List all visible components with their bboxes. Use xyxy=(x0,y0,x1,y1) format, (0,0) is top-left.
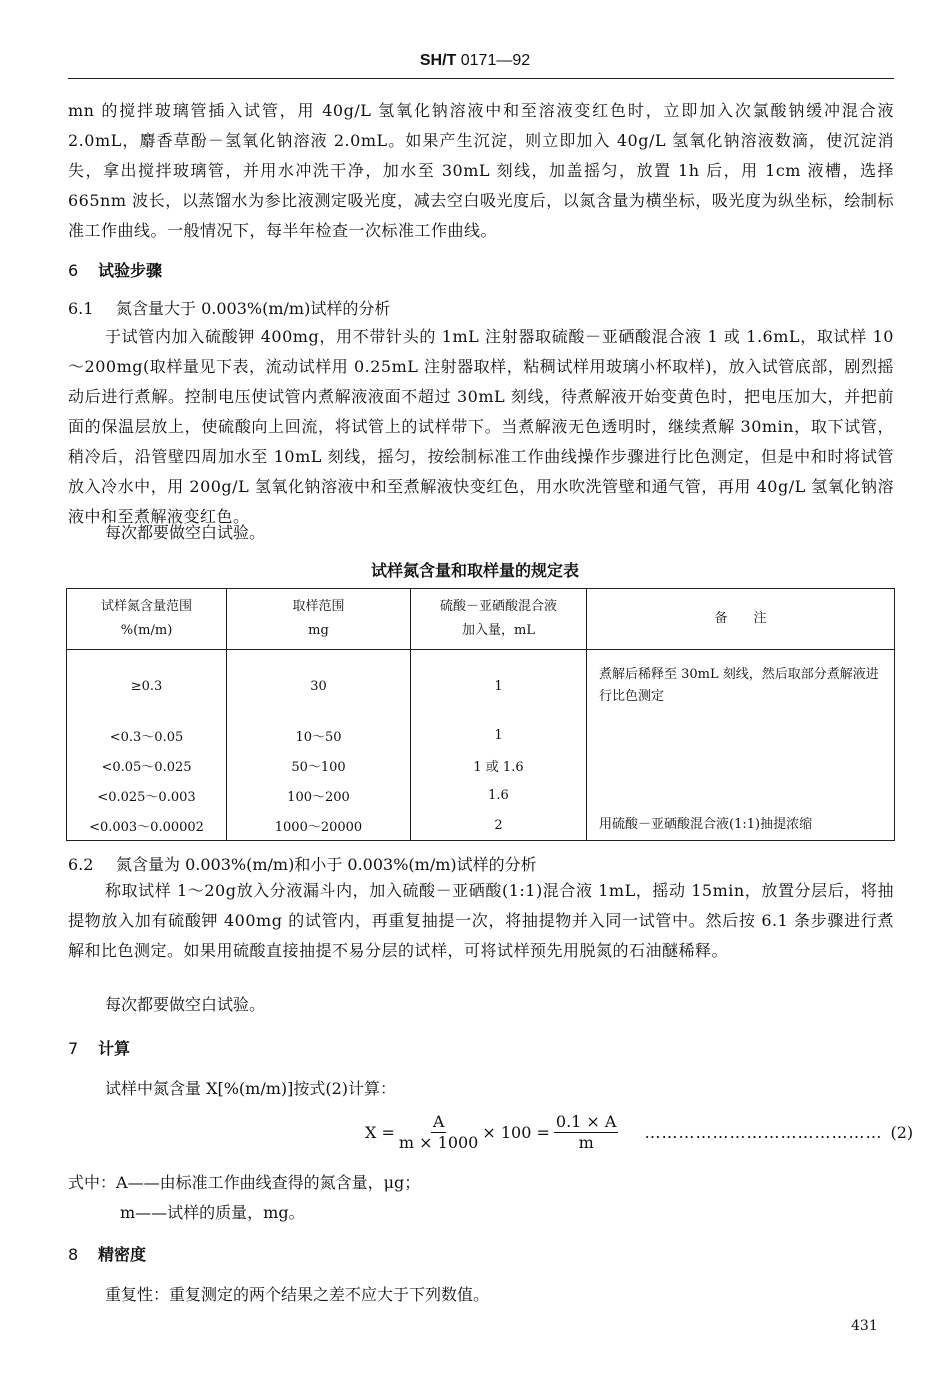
page-header xyxy=(0,52,950,70)
header-cell-remarks: 备 注 xyxy=(587,589,895,650)
table-cell xyxy=(587,720,895,750)
table-cell: 煮解后稀释至 30mL 刻线，然后取部分煮解液进行比色测定 xyxy=(587,650,895,721)
fraction-numerator: A xyxy=(432,1112,445,1131)
section-7-heading xyxy=(68,1036,130,1059)
table-row xyxy=(67,780,895,810)
table-title: 试样氮含量和取样量的规定表 xyxy=(370,561,579,580)
variable-a-definition: A——由标准工作曲线查得的氮含量，μg； xyxy=(116,1173,421,1192)
table-cell: <0.003～0.00002 xyxy=(67,810,227,841)
formula-fraction xyxy=(554,1112,619,1153)
where-label: 式中： xyxy=(68,1173,117,1192)
table-cell: <0.3～0.05 xyxy=(67,720,227,750)
fraction-denominator: m × 1000 xyxy=(398,1133,479,1152)
section-title: 精密度 xyxy=(98,1245,147,1264)
section-title: 计算 xyxy=(98,1039,131,1058)
sampling-table xyxy=(66,588,895,841)
header-cell-acid: 硫酸－亚硒酸混合液 加入量，mL xyxy=(411,589,587,650)
standard-prefix: SH/T xyxy=(419,52,457,69)
standard-number: 0171—92 xyxy=(460,52,531,69)
table-cell: 用硫酸－亚硒酸混合液(1:1)抽提浓缩 xyxy=(587,810,895,841)
variable-m-definition: m——试样的质量，mg。 xyxy=(120,1203,305,1222)
table-cell: 1 xyxy=(411,720,587,750)
table-cell: 30 xyxy=(227,650,411,721)
section-6-heading xyxy=(68,258,162,281)
formula-lhs: X = xyxy=(365,1123,395,1142)
formula-middle: × 100 = xyxy=(482,1123,550,1142)
leader-dots: …………………………………… xyxy=(644,1123,883,1142)
section-number: 8 xyxy=(68,1245,79,1264)
section-number: 6.1 xyxy=(68,299,94,318)
table-cell: 50～100 xyxy=(227,750,411,780)
section-6-1-heading xyxy=(68,296,390,319)
formula-fraction xyxy=(399,1112,478,1153)
header-cell-sample: 取样范围 mg xyxy=(227,589,411,650)
fraction-denominator: m xyxy=(578,1133,594,1152)
page-number: 431 xyxy=(851,1318,878,1334)
section-6-1-paragraph: 于试管内加入硫酸钾 400mg，用不带针头的 1mL 注射器取硫酸－亚硒酸混合液 1 或 1.6mL，取试样 10～200mg(取样量见下表，流动试样用 0.25mL 注射器取样，粘稠试样用玻璃小杯取样)，放入试管底部，剧烈摇动后进行煮解。控制电压使试管内煮解液液面不超过 30mL 刻线，待煮解液开始变黄色时，把电压加大，并把前面的保温层放上，使硫酸向上回流，将试管上的试样带下。当煮解液无色透明时，继续煮解 30min，取下试管，稍冷后，沿管壁四周加水至 10mL 刻线，摇匀，按绘制标准工作曲线操作步骤进行比色测定，但是中和时将试管放入冷水中，用 200g/L 氢氧化钠溶液中和至煮解液快变红色，用水吹洗管壁和通气管，再用 40g/L 氢氧化钠溶液中和至煮解液变红色。 xyxy=(68,327,894,526)
table-row xyxy=(67,750,895,780)
table-cell: 100～200 xyxy=(227,780,411,810)
table-cell: 1000～20000 xyxy=(227,810,411,841)
formula-2 xyxy=(365,1112,913,1153)
equation-number: (2) xyxy=(890,1123,914,1142)
table-cell xyxy=(587,780,895,810)
section-8-heading xyxy=(68,1242,146,1265)
table-cell: 10～50 xyxy=(227,720,411,750)
table-cell: 2 xyxy=(411,810,587,841)
where-clause xyxy=(68,1170,420,1193)
table-row xyxy=(67,650,895,721)
section-6-2-heading xyxy=(68,852,537,875)
header-rule xyxy=(68,78,894,79)
table-cell: <0.05～0.025 xyxy=(67,750,227,780)
header-cell-range: 试样氮含量范围 %(m/m) xyxy=(67,589,227,650)
section-title: 试验步骤 xyxy=(98,261,163,280)
blank-test-note: 每次都要做空白试验。 xyxy=(105,523,266,542)
table-cell: 1.6 xyxy=(411,780,587,810)
section-number: 6.2 xyxy=(68,855,94,874)
table-header-row xyxy=(67,589,895,650)
table-cell: ≥0.3 xyxy=(67,650,227,721)
table-cell xyxy=(587,750,895,780)
blank-test-note: 每次都要做空白试验。 xyxy=(105,995,266,1014)
section-title: 氮含量大于 0.003%(m/m)试样的分析 xyxy=(116,299,391,318)
table-row xyxy=(67,720,895,750)
calculation-intro: 试样中氮含量 X[%(m/m)]按式(2)计算： xyxy=(105,1079,397,1098)
section-number: 6 xyxy=(68,261,79,280)
section-8-paragraph: 重复性：重复测定的两个结果之差不应大于下列数值。 xyxy=(105,1285,490,1304)
intro-paragraph: mn 的搅拌玻璃管插入试管，用 40g/L 氢氧化钠溶液中和至溶液变红色时，立即加入次氯酸钠缓冲混合液 2.0mL，麝香草酚－氢氧化钠溶液 2.0mL。如果产生沉淀，则立即加入 40g/L 氢氧化钠溶液数滴，使沉淀消失，拿出搅拌玻璃管，并用水冲洗干净，加水至 30mL 刻线，加盖摇匀，放置 1h 后，用 1cm 液槽，选择 665nm 波长，以蒸馏水为参比液测定吸光度，减去空白吸光度后，以氮含量为横坐标，吸光度为纵坐标，绘制标准工作曲线。一般情况下，每半年检查一次标准工作曲线。 xyxy=(68,101,894,240)
section-title: 氮含量为 0.003%(m/m)和小于 0.003%(m/m)试样的分析 xyxy=(116,855,537,874)
table-cell: 1 xyxy=(411,650,587,721)
table-cell: 1 或 1.6 xyxy=(411,750,587,780)
fraction-numerator: 0.1 × A xyxy=(555,1112,617,1131)
table-row xyxy=(67,810,895,841)
section-number: 7 xyxy=(68,1039,79,1058)
table-cell: <0.025～0.003 xyxy=(67,780,227,810)
section-6-2-paragraph: 称取试样 1～20g放入分液漏斗内，加入硫酸－亚硒酸(1:1)混合液 1mL，摇动 15min，放置分层后，将抽提物放入加有硫酸钾 400mg 的试管内，再重复抽提一次，将抽提物并入同一试管中。然后按 6.1 条步骤进行煮解和比色测定。如果用硫酸直接抽提不易分层的试样，可将试样预先用脱氮的石油醚稀释。 xyxy=(68,881,894,960)
